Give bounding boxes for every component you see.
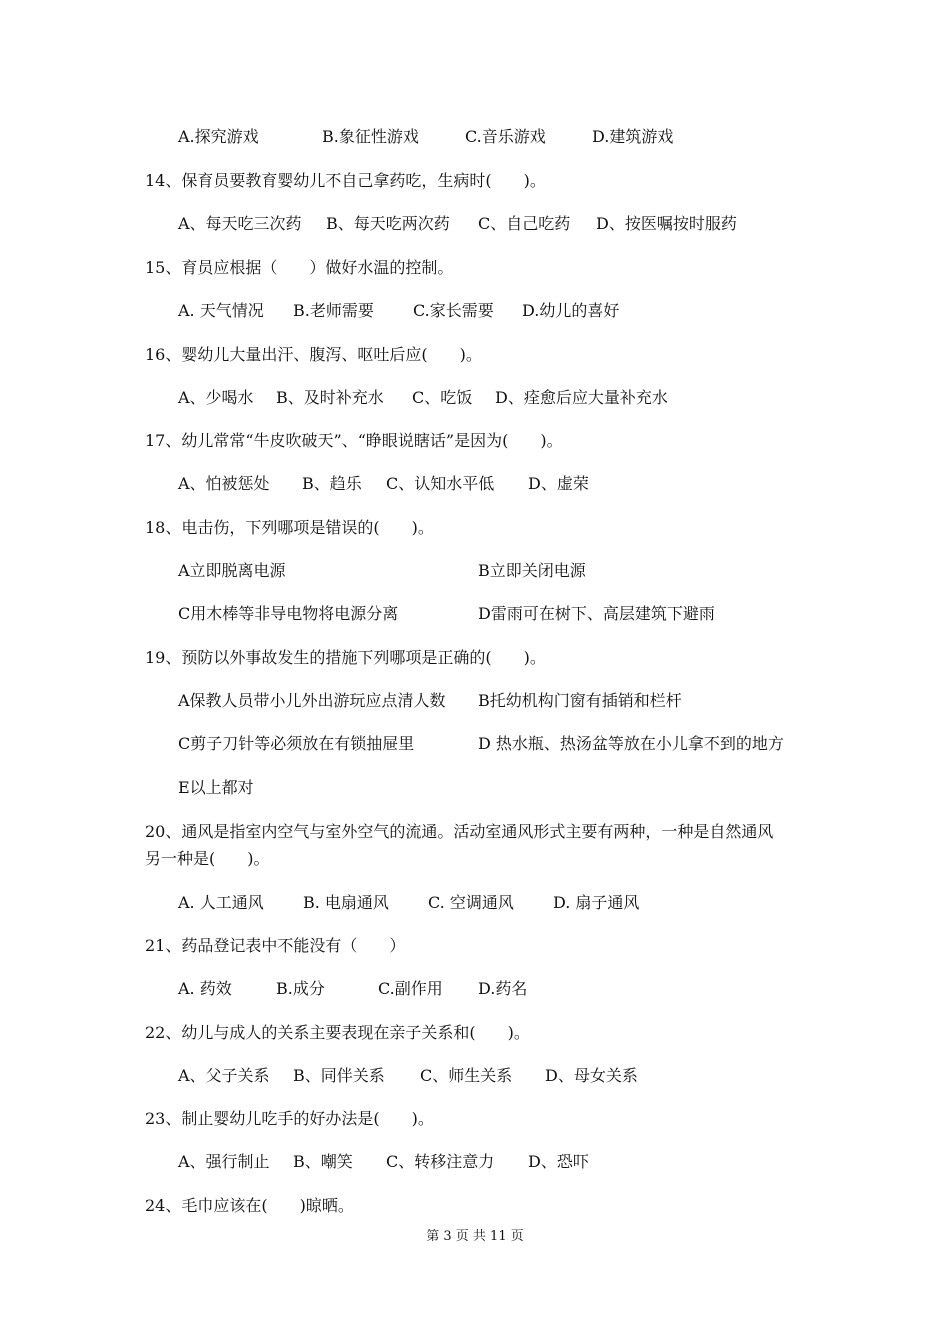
answer-option: D.建筑游戏 — [592, 127, 674, 146]
question-text: 17、幼儿常常“牛皮吹破天”、“睁眼说瞎话”是因为( )。 — [145, 431, 563, 450]
answer-option: A、少喝水 — [178, 388, 254, 407]
answer-option: D、痊愈后应大量补充水 — [495, 388, 668, 407]
answer-option: B、嘲笑 — [293, 1152, 353, 1171]
answer-option: A、每天吃三次药 — [178, 214, 302, 233]
answer-option: C用木棒等非导电物将电源分离 — [178, 604, 399, 623]
answer-option: C、吃饭 — [412, 388, 473, 407]
question-text: 14、保育员要教育婴幼儿不自己拿药吃，生病时( )。 — [145, 171, 546, 190]
answer-option: C、师生关系 — [420, 1066, 513, 1085]
answer-option: A.探究游戏 — [178, 127, 259, 146]
answer-option: A、父子关系 — [178, 1066, 270, 1085]
answer-option: B.老师需要 — [293, 301, 374, 320]
question-text: 15、育员应根据（ ）做好水温的控制。 — [145, 258, 454, 277]
answer-option: C.音乐游戏 — [465, 127, 546, 146]
page-footer: 第 3 页 共 11 页 — [426, 1229, 524, 1244]
answer-option: A、强行制止 — [178, 1152, 270, 1171]
answer-option: D 热水瓶、热汤盆等放在小儿拿不到的地方 — [478, 734, 784, 753]
answer-option: B.象征性游戏 — [322, 127, 419, 146]
answer-option: D. 扇子通风 — [553, 893, 640, 912]
answer-option: B. 电扇通风 — [303, 893, 389, 912]
question-text: 23、制止婴幼儿吃手的好办法是( )。 — [145, 1109, 434, 1128]
answer-option: C、转移注意力 — [386, 1152, 495, 1171]
answer-option: C. 空调通风 — [428, 893, 514, 912]
answer-option: C.副作用 — [378, 979, 443, 998]
answer-option: B、及时补充水 — [276, 388, 384, 407]
answer-option: D、恐吓 — [528, 1152, 589, 1171]
answer-option: C剪子刀针等必须放在有锁抽屉里 — [178, 734, 415, 753]
answer-option: B托幼机构门窗有插销和栏杆 — [478, 691, 682, 710]
answer-option: C、认知水平低 — [386, 474, 495, 493]
question-text: 16、婴幼儿大量出汗、腹泻、呕吐后应( )。 — [145, 345, 482, 364]
answer-option: B、趋乐 — [302, 474, 362, 493]
answer-option: B.成分 — [276, 979, 325, 998]
answer-option: A立即脱离电源 — [178, 561, 286, 580]
answer-option: A. 天气情况 — [178, 301, 264, 320]
question-text: 22、幼儿与成人的关系主要表现在亲子关系和( )。 — [145, 1023, 530, 1042]
answer-option: A、怕被惩处 — [178, 474, 270, 493]
question-text: 19、预防以外事故发生的措施下列哪项是正确的( )。 — [145, 648, 546, 667]
answer-option: B、同伴关系 — [293, 1066, 385, 1085]
answer-option: A. 药效 — [178, 979, 232, 998]
answer-option: D、虚荣 — [528, 474, 589, 493]
answer-option: D.药名 — [478, 979, 528, 998]
answer-option: D、母女关系 — [545, 1066, 638, 1085]
question-text: 另一种是( )。 — [145, 849, 270, 868]
question-text: 20、通风是指室内空气与室外空气的流通。活动室通风形式主要有两种，一种是自然通风 — [145, 822, 774, 841]
answer-option: D、按医嘱按时服药 — [596, 214, 737, 233]
question-text: 18、电击伤，下列哪项是错误的( )。 — [145, 518, 434, 537]
answer-option: C、自己吃药 — [478, 214, 571, 233]
answer-option: B立即关闭电源 — [478, 561, 586, 580]
answer-option: E以上都对 — [178, 778, 254, 797]
answer-option: A保教人员带小儿外出游玩应点清人数 — [178, 691, 446, 710]
question-text: 24、毛巾应该在( )晾晒。 — [145, 1196, 354, 1215]
answer-option: C.家长需要 — [413, 301, 494, 320]
answer-option: D雷雨可在树下、高层建筑下避雨 — [478, 604, 715, 623]
question-text: 21、药品登记表中不能没有（ ） — [145, 936, 406, 955]
answer-option: D.幼儿的喜好 — [522, 301, 620, 320]
answer-option: B、每天吃两次药 — [326, 214, 450, 233]
answer-option: A. 人工通风 — [178, 893, 264, 912]
